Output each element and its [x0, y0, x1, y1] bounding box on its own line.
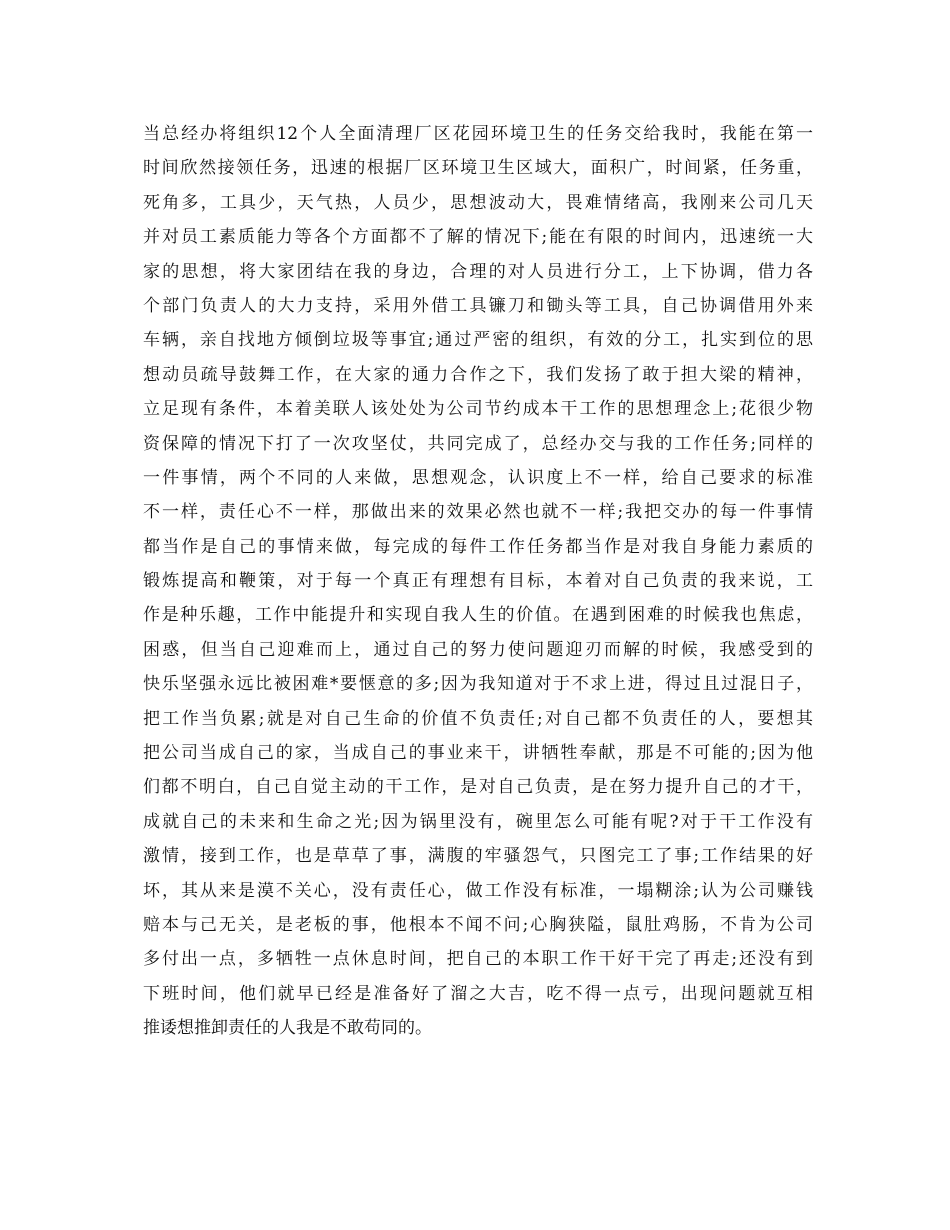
paragraph-line: 赔本与己无关，是老板的事，他根本不闻不问;心胸狭隘，鼠肚鸡肠，不肯为公司 — [143, 914, 813, 935]
paragraph-line: 推诿想推卸责任的人我是不敢苟同的。 — [143, 1018, 432, 1039]
paragraph-line: 困惑，但当自己迎难而上，通过自己的努力使问题迎刃而解的时候，我感受到的 — [143, 639, 813, 660]
paragraph-line: 家的思想，将大家团结在我的身边，合理的对人员进行分工，上下协调，借力各 — [143, 261, 813, 282]
paragraph-line: 激情，接到工作，也是草草了事，满腹的牢骚怨气，只图完工了事;工作结果的好 — [143, 846, 813, 867]
paragraph-line: 作是种乐趣，工作中能提升和实现自我人生的价值。在遇到困难的时候我也焦虑， — [143, 605, 813, 626]
paragraph-line: 不一样，责任心不一样，那做出来的效果必然也就不一样;我把交办的每一件事情 — [143, 502, 813, 523]
paragraph-line: 时间欣然接领任务，迅速的根据厂区环境卫生区域大，面积广，时间紧，任务重， — [143, 158, 813, 179]
paragraph-line: 并对员工素质能力等各个方面都不了解的情况下;能在有限的时间内，迅速统一大 — [143, 227, 813, 248]
paragraph-line: 把公司当成自己的家，当成自己的事业来干，讲牺牲奉献，那是不可能的;因为他 — [143, 743, 813, 764]
paragraph-line: 立足现有条件，本着美联人该处处为公司节约成本干工作的思想理念上;花很少物 — [143, 399, 813, 420]
paragraph-line: 们都不明白，自己自觉主动的干工作，是对自己负责，是在努力提升自己的才干， — [143, 777, 813, 798]
paragraph-line: 成就自己的未来和生命之光;因为锅里没有，碗里怎么可能有呢?对于干工作没有 — [143, 811, 813, 832]
paragraph-line: 都当作是自己的事情来做，每完成的每件工作任务都当作是对我自身能力素质的 — [143, 536, 813, 557]
paragraph-line: 锻炼提高和鞭策，对于每一个真正有理想有目标，本着对自己负责的我来说，工 — [143, 571, 813, 592]
paragraph-line: 一件事情，两个不同的人来做，思想观念，认识度上不一样，给自己要求的标准 — [143, 467, 813, 488]
paragraph-line: 车辆，亲自找地方倾倒垃圾等事宜;通过严密的组织，有效的分工，扎实到位的思 — [143, 330, 813, 351]
paragraph-line: 当总经办将组织12个人全面清理厂区花园环境卫生的任务交给我时，我能在第一 — [143, 124, 813, 144]
paragraph-line: 个部门负责人的大力支持，采用外借工具镰刀和锄头等工具，自己协调借用外来 — [143, 295, 813, 316]
paragraph-line: 多付出一点，多牺牲一点休息时间，把自己的本职工作干好干完了再走;还没有到 — [143, 949, 813, 970]
paragraph-line: 快乐坚强永远比被困难*要惬意的多;因为我知道对于不求上进，得过且过混日子， — [143, 674, 813, 695]
paragraph-line: 死角多，工具少，天气热，人员少，思想波动大，畏难情绪高，我刚来公司几天 — [143, 192, 813, 213]
paragraph-line: 资保障的情况下打了一次攻坚仗，共同完成了，总经办交与我的工作任务;同样的 — [143, 433, 813, 454]
body-paragraph — [143, 117, 813, 1046]
paragraph-line: 想动员疏导鼓舞工作，在大家的通力合作之下，我们发扬了敢于担大梁的精神， — [143, 364, 813, 385]
paragraph-line: 坏，其从来是漠不关心，没有责任心，做工作没有标准，一塌糊涂;认为公司赚钱 — [143, 880, 813, 901]
paragraph-line: 把工作当负累;就是对自己生命的价值不负责任;对自己都不负责任的人，要想其 — [143, 708, 813, 729]
paragraph-line: 下班时间，他们就早已经是准备好了溜之大吉，吃不得一点亏，出现问题就互相 — [143, 983, 813, 1004]
